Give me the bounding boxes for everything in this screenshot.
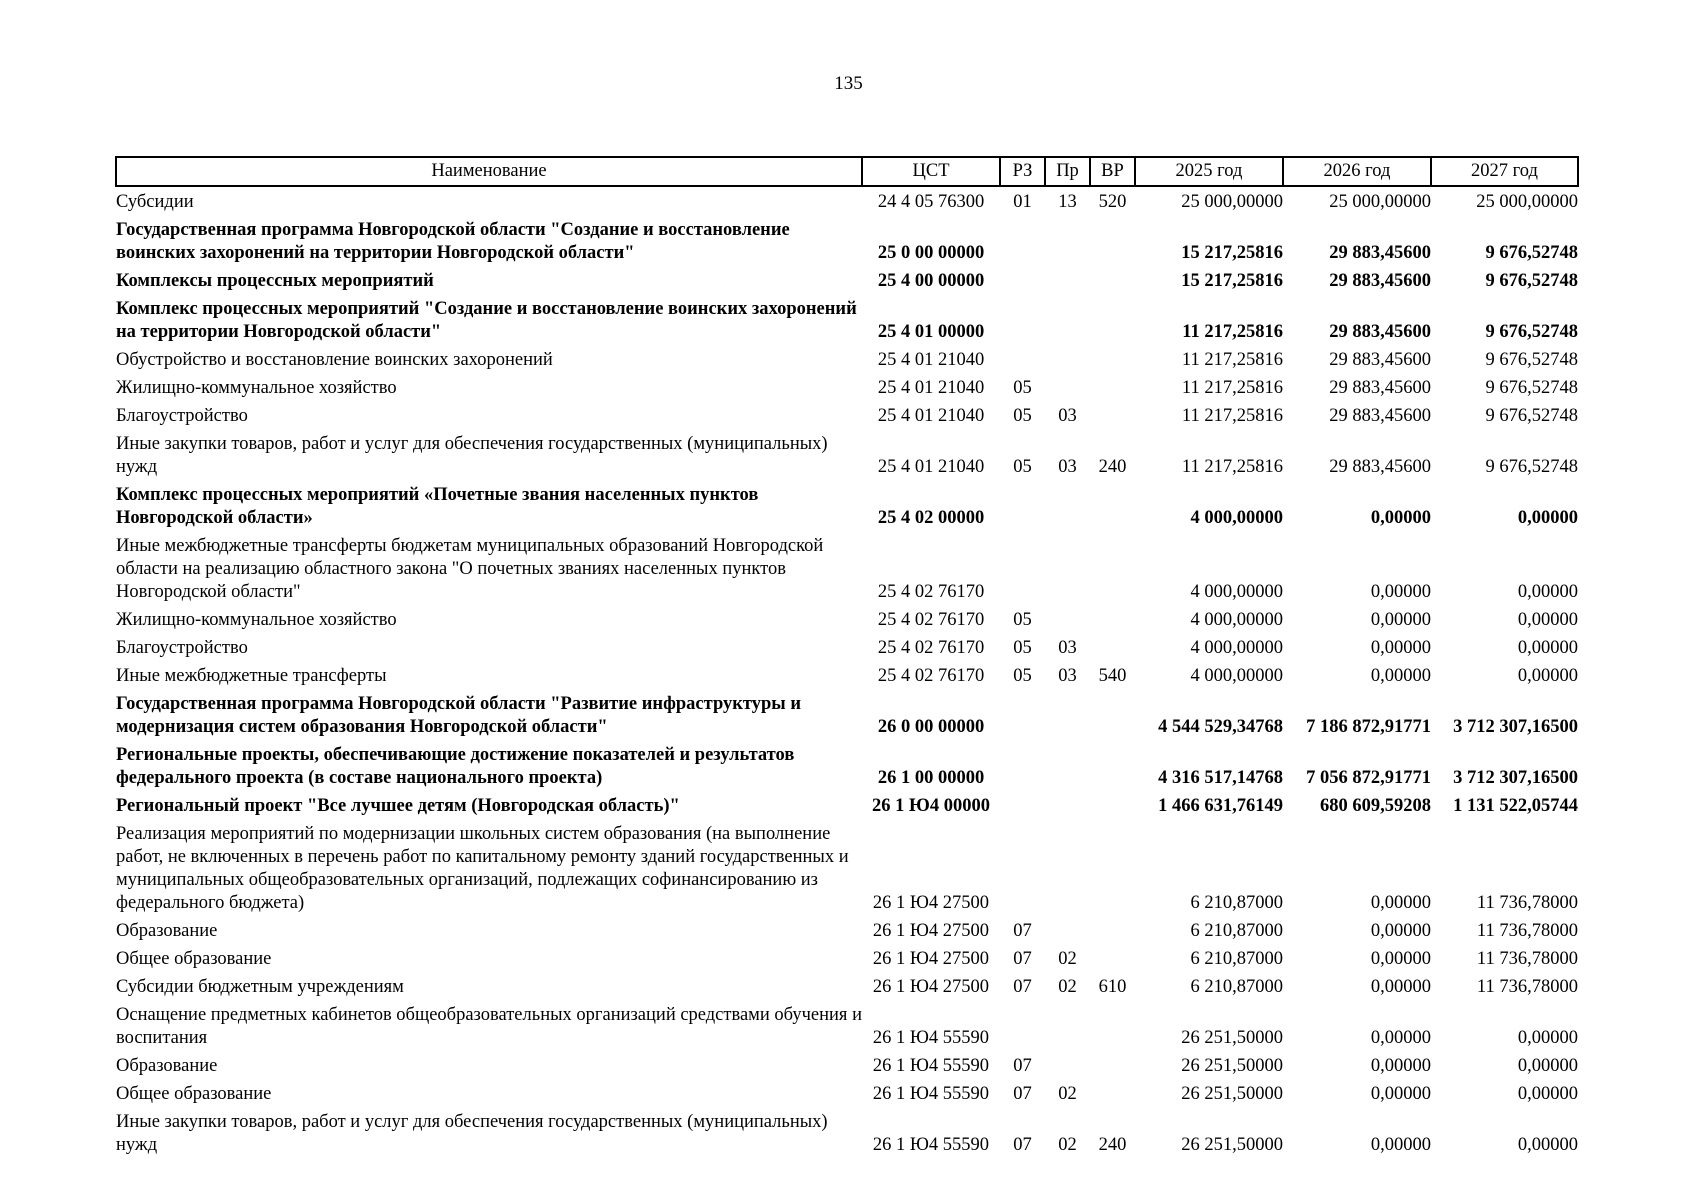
cell-rz: 05 — [1013, 610, 1032, 630]
cell-2027: 0,00000 — [1517, 582, 1578, 602]
cell-cst: 24 4 05 76300 — [877, 192, 985, 212]
cell-2025: 26 251,50000 — [1181, 1084, 1283, 1104]
cell-rz — [1000, 484, 1045, 535]
table-header-row — [116, 157, 1578, 186]
cell-pr — [1045, 920, 1090, 948]
cell-2026: 0,00000 — [1370, 893, 1431, 913]
cell-2026: 29 883,45600 — [1329, 457, 1431, 477]
cell-2026: 29 883,45600 — [1329, 406, 1431, 426]
table-row — [116, 433, 1578, 484]
cell-2027: 0,00000 — [1517, 1135, 1578, 1155]
table-row — [116, 795, 1578, 823]
cell-2026: 29 883,45600 — [1329, 350, 1431, 370]
cell-rz — [1000, 693, 1045, 744]
cell-rz: 05 — [1013, 666, 1032, 686]
cell-vr: 540 — [1098, 666, 1127, 686]
table-row — [116, 405, 1578, 433]
cell-2027: 11 736,78000 — [1476, 977, 1578, 997]
cell-pr: 02 — [1058, 949, 1077, 969]
cell-pr — [1045, 1055, 1090, 1083]
cell-vr: 520 — [1098, 192, 1127, 212]
cell-pr: 02 — [1058, 977, 1077, 997]
cell-pr: 03 — [1058, 406, 1077, 426]
cell-2025: 26 251,50000 — [1181, 1056, 1283, 1076]
cell-2025: 11 217,25816 — [1181, 350, 1283, 370]
cell-cst: 25 4 01 21040 — [877, 350, 985, 370]
cell-2026: 29 883,45600 — [1329, 378, 1431, 398]
cell-rz — [1000, 744, 1045, 795]
cell-2025: 4 000,00000 — [1190, 582, 1283, 602]
cell-name: Общее образование — [116, 1084, 272, 1104]
table-row — [116, 1111, 1578, 1162]
cell-cst: 25 4 02 76170 — [877, 582, 985, 602]
cell-name: Иные закупки товаров, работ и услуг для обеспечения государственных (муниципальных) нужд — [116, 1112, 828, 1155]
cell-2027: 9 676,52748 — [1485, 457, 1578, 477]
cell-name: Региональные проекты, обеспечивающие достижение показателей и результатов федерального проекта (в составе национального проекта) — [116, 745, 795, 788]
cell-cst: 25 4 02 76170 — [877, 610, 985, 630]
cell-cst: 26 1 Ю4 27500 — [872, 949, 990, 969]
cell-2025: 26 251,50000 — [1181, 1135, 1283, 1155]
cell-name: Оснащение предметных кабинетов общеобразовательных организаций средствами обучения и воспитания — [116, 1005, 862, 1048]
cell-pr — [1045, 484, 1090, 535]
cell-name: Общее образование — [116, 949, 272, 969]
header-pr: Пр — [1045, 157, 1090, 186]
cell-rz: 07 — [1013, 1056, 1032, 1076]
cell-rz — [1000, 298, 1045, 349]
table-row — [116, 823, 1578, 920]
cell-cst: 25 4 02 76170 — [877, 666, 985, 686]
cell-2025: 4 316 517,14768 — [1158, 768, 1283, 788]
cell-2026: 29 883,45600 — [1329, 322, 1431, 342]
cell-rz: 05 — [1013, 406, 1032, 426]
cell-pr: 13 — [1058, 192, 1077, 212]
cell-2025: 6 210,87000 — [1190, 893, 1283, 913]
cell-cst: 26 1 Ю4 55590 — [872, 1084, 990, 1104]
table-row — [116, 270, 1578, 298]
cell-2025: 11 217,25816 — [1181, 406, 1283, 426]
table-row — [116, 186, 1578, 219]
cell-cst: 25 4 00 00000 — [877, 271, 985, 291]
cell-cst: 26 1 Ю4 27500 — [872, 921, 990, 941]
cell-2025: 11 217,25816 — [1181, 457, 1283, 477]
cell-2026: 0,00000 — [1370, 1084, 1431, 1104]
cell-rz — [1000, 823, 1045, 920]
cell-2025: 1 466 631,76149 — [1158, 796, 1283, 816]
cell-name: Благоустройство — [116, 638, 248, 658]
cell-name: Иные закупки товаров, работ и услуг для обеспечения государственных (муниципальных) нужд — [116, 434, 828, 477]
cell-vr — [1090, 795, 1135, 823]
cell-cst: 25 4 02 76170 — [877, 638, 985, 658]
cell-vr — [1090, 920, 1135, 948]
cell-name: Комплекс процессных мероприятий "Создание и восстановление воинских захоронений на территории Новгородской области" — [116, 299, 857, 342]
cell-vr — [1090, 219, 1135, 270]
cell-2025: 15 217,25816 — [1181, 243, 1283, 263]
cell-2027: 11 736,78000 — [1476, 949, 1578, 969]
cell-2027: 0,00000 — [1517, 1028, 1578, 1048]
table-row — [116, 744, 1578, 795]
cell-2025: 4 000,00000 — [1190, 638, 1283, 658]
cell-pr — [1045, 693, 1090, 744]
table-row — [116, 484, 1578, 535]
cell-vr — [1090, 405, 1135, 433]
cell-vr — [1090, 1004, 1135, 1055]
cell-cst: 25 4 01 00000 — [877, 322, 985, 342]
cell-2026: 29 883,45600 — [1329, 243, 1431, 263]
header-rz: РЗ — [1000, 157, 1045, 186]
cell-name: Иные межбюджетные трансферты — [116, 666, 387, 686]
cell-rz — [1000, 1004, 1045, 1055]
cell-2027: 11 736,78000 — [1476, 921, 1578, 941]
header-name: Наименование — [116, 157, 862, 186]
cell-2025: 6 210,87000 — [1190, 949, 1283, 969]
cell-pr: 03 — [1058, 457, 1077, 477]
header-vr: ВР — [1090, 157, 1135, 186]
cell-2025: 11 217,25816 — [1181, 378, 1283, 398]
header-2027: 2027 год — [1431, 157, 1578, 186]
cell-cst: 25 4 01 21040 — [877, 457, 985, 477]
cell-vr — [1090, 948, 1135, 976]
cell-2027: 9 676,52748 — [1485, 378, 1578, 398]
table-body — [116, 186, 1578, 1162]
table-row — [116, 1083, 1578, 1111]
cell-pr — [1045, 795, 1090, 823]
cell-2027: 1 131 522,05744 — [1453, 796, 1578, 816]
cell-name: Образование — [116, 921, 218, 941]
cell-2025: 4 544 529,34768 — [1158, 717, 1283, 737]
table-row — [116, 920, 1578, 948]
cell-2027: 3 712 307,16500 — [1453, 717, 1578, 737]
cell-2025: 25 000,00000 — [1181, 192, 1283, 212]
cell-2025: 4 000,00000 — [1190, 610, 1283, 630]
cell-2025: 4 000,00000 — [1190, 666, 1283, 686]
table-row — [116, 976, 1578, 1004]
cell-2025: 6 210,87000 — [1190, 921, 1283, 941]
cell-2027: 9 676,52748 — [1485, 322, 1578, 342]
budget-table — [115, 156, 1579, 1162]
cell-pr — [1045, 535, 1090, 609]
cell-pr — [1045, 609, 1090, 637]
cell-cst: 26 0 00 00000 — [877, 717, 985, 737]
cell-name: Региональный проект "Все лучшее детям (Новгородская область)" — [116, 796, 680, 816]
cell-2026: 0,00000 — [1370, 1028, 1431, 1048]
cell-cst: 25 4 01 21040 — [877, 406, 985, 426]
cell-name: Комплекс процессных мероприятий «Почетные звания населенных пунктов Новгородской области» — [116, 485, 759, 528]
cell-pr — [1045, 298, 1090, 349]
cell-name: Образование — [116, 1056, 218, 1076]
cell-vr — [1090, 298, 1135, 349]
cell-cst: 25 0 00 00000 — [877, 243, 985, 263]
cell-name: Обустройство и восстановление воинских захоронений — [116, 350, 553, 370]
cell-cst: 26 1 00 00000 — [877, 768, 985, 788]
cell-2026: 7 186 872,91771 — [1306, 717, 1431, 737]
cell-pr — [1045, 744, 1090, 795]
cell-cst: 25 4 01 21040 — [877, 378, 985, 398]
cell-pr — [1045, 377, 1090, 405]
cell-rz: 01 — [1013, 192, 1032, 212]
cell-vr — [1090, 1055, 1135, 1083]
cell-2027: 0,00000 — [1517, 1084, 1578, 1104]
table-row — [116, 693, 1578, 744]
cell-2026: 0,00000 — [1370, 921, 1431, 941]
cell-2027: 25 000,00000 — [1476, 192, 1578, 212]
cell-2026: 680 609,59208 — [1320, 796, 1431, 816]
table-row — [116, 298, 1578, 349]
cell-vr — [1090, 609, 1135, 637]
cell-pr — [1045, 823, 1090, 920]
cell-pr — [1045, 219, 1090, 270]
cell-rz: 07 — [1013, 921, 1032, 941]
cell-cst: 26 1 Ю4 27500 — [872, 893, 990, 913]
cell-2025: 6 210,87000 — [1190, 977, 1283, 997]
cell-vr — [1090, 1083, 1135, 1111]
cell-name: Жилищно-коммунальное хозяйство — [116, 378, 397, 398]
cell-2026: 0,00000 — [1370, 638, 1431, 658]
cell-rz — [1000, 270, 1045, 298]
cell-2026: 0,00000 — [1370, 949, 1431, 969]
cell-cst: 26 1 Ю4 00000 — [872, 796, 990, 816]
cell-2027: 9 676,52748 — [1485, 271, 1578, 291]
table-row — [116, 609, 1578, 637]
table-row — [116, 1055, 1578, 1083]
cell-2026: 0,00000 — [1370, 508, 1431, 528]
table-row — [116, 349, 1578, 377]
cell-rz: 05 — [1013, 457, 1032, 477]
cell-2026: 0,00000 — [1370, 610, 1431, 630]
table-row — [116, 377, 1578, 405]
cell-rz: 07 — [1013, 1135, 1032, 1155]
cell-2027: 9 676,52748 — [1485, 406, 1578, 426]
cell-vr — [1090, 693, 1135, 744]
cell-vr — [1090, 349, 1135, 377]
cell-name: Комплексы процессных мероприятий — [116, 271, 434, 291]
cell-vr — [1090, 535, 1135, 609]
cell-2027: 9 676,52748 — [1485, 243, 1578, 263]
cell-2026: 7 056 872,91771 — [1306, 768, 1431, 788]
cell-rz — [1000, 795, 1045, 823]
cell-vr — [1090, 377, 1135, 405]
cell-cst: 26 1 Ю4 55590 — [872, 1028, 990, 1048]
cell-2026: 0,00000 — [1370, 1135, 1431, 1155]
cell-2026: 25 000,00000 — [1329, 192, 1431, 212]
cell-name: Субсидии бюджетным учреждениям — [116, 977, 404, 997]
cell-2027: 3 712 307,16500 — [1453, 768, 1578, 788]
cell-rz: 07 — [1013, 1084, 1032, 1104]
cell-vr — [1090, 484, 1135, 535]
cell-rz: 07 — [1013, 977, 1032, 997]
cell-vr: 240 — [1098, 1135, 1127, 1155]
cell-name: Государственная программа Новгородской области "Развитие инфраструктуры и модернизация систем образования Новгородской области" — [116, 694, 802, 737]
cell-cst: 26 1 Ю4 27500 — [872, 977, 990, 997]
cell-2026: 29 883,45600 — [1329, 271, 1431, 291]
cell-pr: 02 — [1058, 1135, 1077, 1155]
cell-pr — [1045, 1004, 1090, 1055]
header-2026: 2026 год — [1283, 157, 1431, 186]
cell-2027: 0,00000 — [1517, 1056, 1578, 1076]
cell-2025: 26 251,50000 — [1181, 1028, 1283, 1048]
cell-pr: 02 — [1058, 1084, 1077, 1104]
cell-rz — [1000, 219, 1045, 270]
cell-name: Иные межбюджетные трансферты бюджетам муниципальных образований Новгородской области на реализацию областного закона "О почетных званиях населенных пунктов Новгородской области" — [116, 536, 824, 602]
cell-2027: 0,00000 — [1517, 508, 1578, 528]
cell-name: Жилищно-коммунальное хозяйство — [116, 610, 397, 630]
cell-pr — [1045, 349, 1090, 377]
cell-cst: 25 4 02 00000 — [877, 508, 985, 528]
table-row — [116, 665, 1578, 693]
cell-rz: 05 — [1013, 378, 1032, 398]
cell-rz — [1000, 535, 1045, 609]
cell-2026: 0,00000 — [1370, 582, 1431, 602]
cell-2027: 0,00000 — [1517, 610, 1578, 630]
cell-2026: 0,00000 — [1370, 1056, 1431, 1076]
cell-vr — [1090, 823, 1135, 920]
cell-2027: 9 676,52748 — [1485, 350, 1578, 370]
cell-vr: 240 — [1098, 457, 1127, 477]
cell-cst: 26 1 Ю4 55590 — [872, 1135, 990, 1155]
cell-rz: 07 — [1013, 949, 1032, 969]
header-2025: 2025 год — [1135, 157, 1283, 186]
cell-name: Субсидии — [116, 192, 194, 212]
cell-vr: 610 — [1098, 977, 1127, 997]
cell-name: Государственная программа Новгородской области "Создание и восстановление воинских захоронений на территории Новгородской области" — [116, 220, 790, 263]
table-row — [116, 535, 1578, 609]
table-row — [116, 637, 1578, 665]
table-row — [116, 1004, 1578, 1055]
page-number: 135 — [834, 73, 863, 94]
cell-vr — [1090, 270, 1135, 298]
cell-pr — [1045, 270, 1090, 298]
cell-2026: 0,00000 — [1370, 977, 1431, 997]
cell-2025: 4 000,00000 — [1190, 508, 1283, 528]
table-row — [116, 219, 1578, 270]
cell-name: Благоустройство — [116, 406, 248, 426]
cell-2025: 15 217,25816 — [1181, 271, 1283, 291]
cell-2027: 0,00000 — [1517, 638, 1578, 658]
cell-vr — [1090, 744, 1135, 795]
cell-2026: 0,00000 — [1370, 666, 1431, 686]
cell-name: Реализация мероприятий по модернизации школьных систем образования (на выполнение работ, не включенных в перечень работ по капитальному ремонту зданий государственных и муниципальных общеобразовательных организаций, подлежащих софинансированию из федерального бюджета) — [116, 824, 849, 913]
cell-pr: 03 — [1058, 666, 1077, 686]
cell-vr — [1090, 637, 1135, 665]
cell-pr: 03 — [1058, 638, 1077, 658]
cell-2027: 0,00000 — [1517, 666, 1578, 686]
cell-rz: 05 — [1013, 638, 1032, 658]
cell-2025: 11 217,25816 — [1182, 322, 1283, 342]
header-cst: ЦСТ — [862, 157, 1000, 186]
cell-cst: 26 1 Ю4 55590 — [872, 1056, 990, 1076]
cell-rz — [1000, 349, 1045, 377]
table-row — [116, 948, 1578, 976]
cell-2027: 11 736,78000 — [1476, 893, 1578, 913]
